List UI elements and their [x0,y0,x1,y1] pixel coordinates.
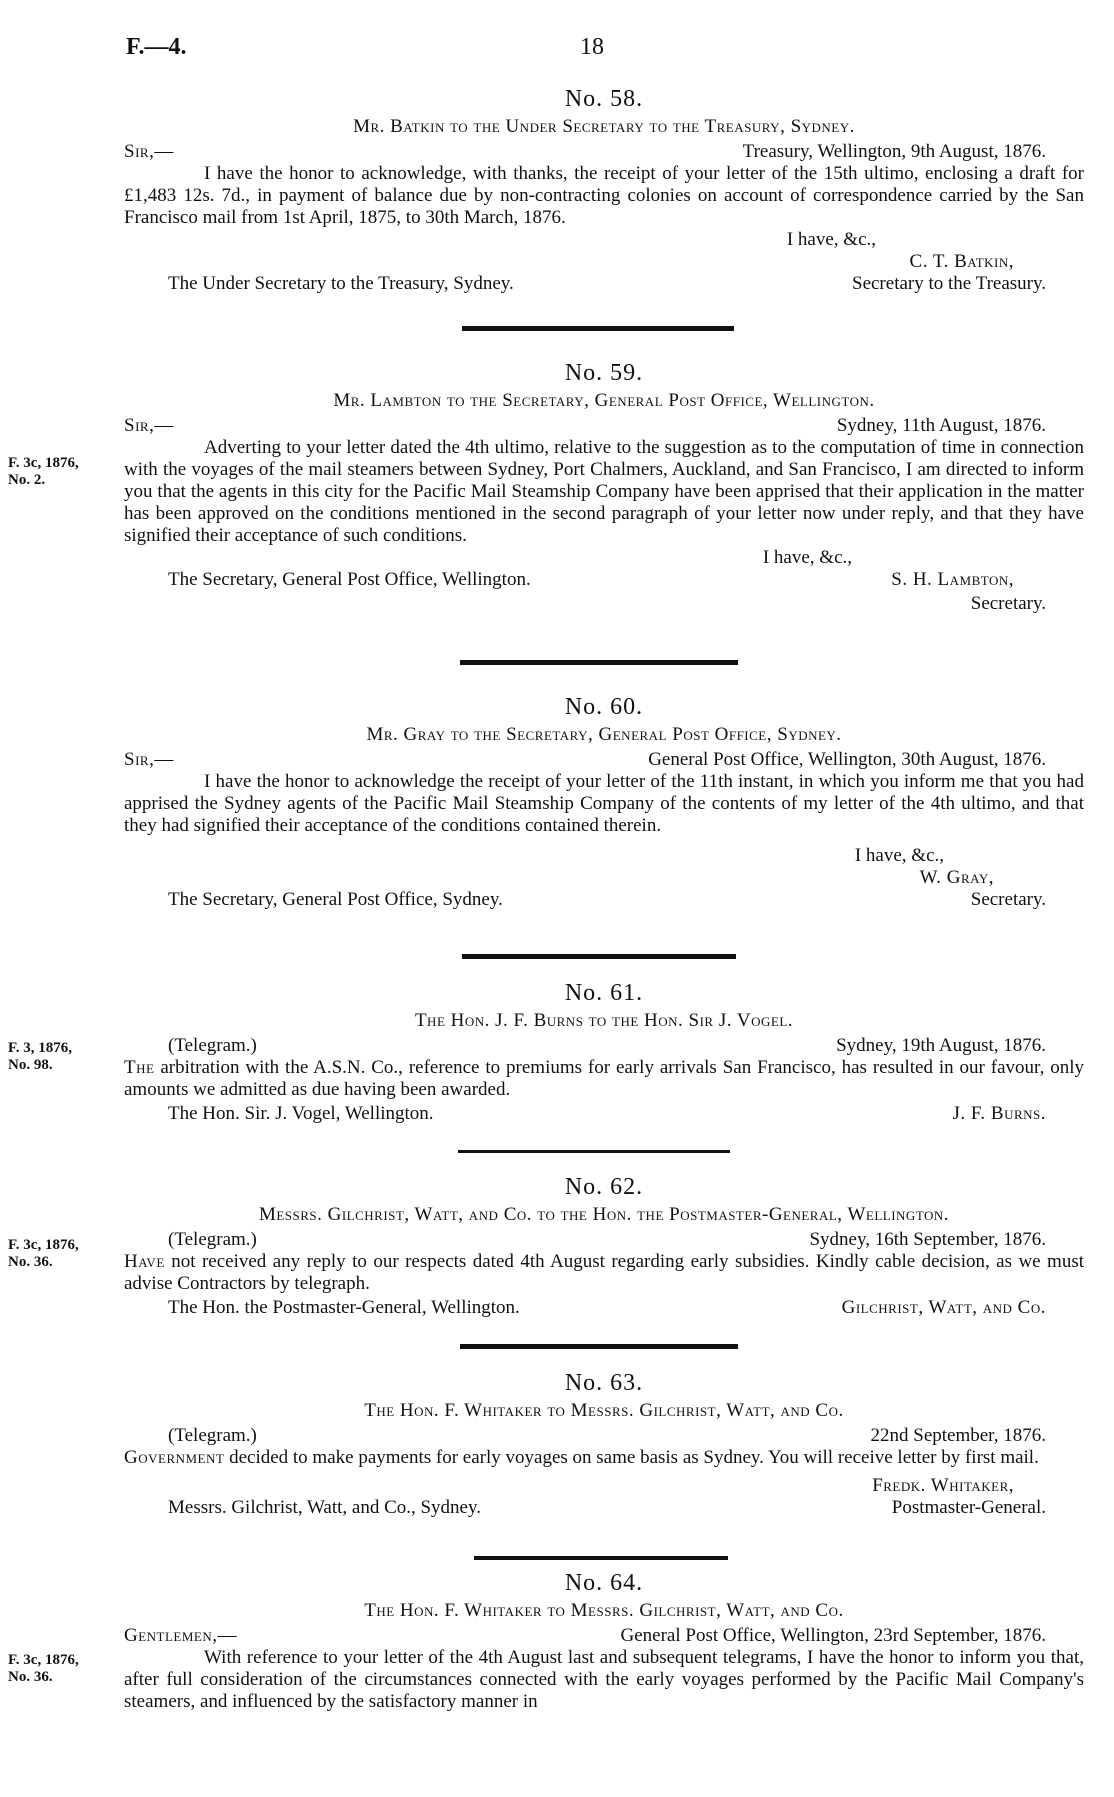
letter-number: No. 62. [564,1174,644,1200]
letter-60 [124,694,1084,913]
closing: I have, &c., [786,228,876,250]
closing: I have, &c., [854,844,944,866]
addressee: The Under Secretary to the Treasury, Sydney. [168,272,514,294]
signer-title: Secretary. [970,888,1046,910]
letter-body: I have the honor to acknowledge, with thanks, the receipt of your letter of the 15th ultimo, enclosing a draft for £1,483 12s. 7d., in payment of balance due by non-contracting colonies on account of correspondence carried by the San Francisco mail from 1st April, 1875, to 30th March, 1876. [124,163,1084,229]
place-date: Sydney, 19th August, 1876. [836,1035,1046,1057]
letter-title: Messrs. Gilchrist, Watt, and Co. to the Hon. the Postmaster-General, Wellington. [258,1203,950,1225]
margin-note: F. 3c, 1876, No. 2. [8,455,79,488]
signer: Gilchrist, Watt, and Co. [841,1297,1046,1319]
addressee: The Secretary, General Post Office, Wellington. [168,568,531,590]
letter-63 [124,1370,1084,1521]
page-header [0,30,1114,70]
telegram-label: (Telegram.) [168,1425,257,1447]
section-divider [460,1344,738,1349]
letter-number: No. 60. [564,694,644,720]
place-date: Treasury, Wellington, 9th August, 1876. [742,141,1046,163]
letter-title: Mr. Gray to the Secretary, General Post Office, Sydney. [366,723,842,745]
document-code: F.—4. [126,34,187,60]
margin-note: F. 3c, 1876, No. 36. [8,1652,79,1685]
margin-note: F. 3c, 1876, No. 36. [8,1237,79,1270]
signer: S. H. Lambton, [891,568,1014,590]
letter-number: No. 64. [564,1570,644,1596]
letter-body: With reference to your letter of the 4th August last and subsequent telegrams, I have the honor to inform you that, after full consideration of the circumstances connected with the early voyages performed by the Pacific Mail Company's steamers, and influenced by the satisfactory manner in [124,1647,1084,1713]
signer: J. F. Burns. [952,1103,1046,1125]
letter-title: The Hon. F. Whitaker to Messrs. Gilchrist, Watt, and Co. [364,1599,844,1621]
addressee: Messrs. Gilchrist, Watt, and Co., Sydney. [168,1497,482,1519]
letter-body: I have the honor to acknowledge the receipt of your letter of the 11th instant, in which you inform me that you had apprised the Sydney agents of the Pacific Mail Steamship Company of the contents of my letter of the 4th ultimo, and that they had signified their acceptance of the conditions contained therein. [124,771,1084,837]
signer: C. T. Batkin, [909,250,1014,272]
letter-number: No. 61. [564,980,644,1006]
body-lead: Government [124,1447,225,1469]
letter-number: No. 58. [564,86,644,112]
salutation: Sir,— [124,415,174,437]
addressee: The Hon. the Postmaster-General, Wellington. [168,1297,520,1319]
letter-body: decided to make payments for early voyages on same basis as Sydney. You will receive letter by first mail. [229,1447,1039,1469]
salutation: Sir,— [124,749,174,771]
closing: I have, &c., [762,546,852,568]
letter-title: The Hon. J. F. Burns to the Hon. Sir J. Vogel. [414,1009,794,1031]
letter-62 [124,1174,1084,1321]
place-date: 22nd September, 1876. [870,1425,1046,1447]
letter-64 [124,1570,1084,1713]
letter-number: No. 59. [564,360,644,386]
signer: W. Gray, [919,866,994,888]
signer-title: Secretary to the Treasury. [852,272,1046,294]
salutation: Gentlemen,— [124,1625,238,1647]
signer-title: Postmaster-General. [891,1497,1046,1519]
page-number: 18 [580,34,604,60]
place-date: General Post Office, Wellington, 23rd September, 1876. [620,1625,1046,1647]
letter-title: The Hon. F. Whitaker to Messrs. Gilchrist, Watt, and Co. [364,1399,844,1421]
place-date: Sydney, 11th August, 1876. [836,415,1046,437]
telegram-label: (Telegram.) [168,1229,257,1251]
signer-title: Secretary. [970,592,1046,614]
place-date: General Post Office, Wellington, 30th August, 1876. [648,749,1046,771]
letter-body: Adverting to your letter dated the 4th ultimo, relative to the suggestion as to the computation of time in connection with the voyages of the mail steamers between Sydney, Port Chalmers, Auckland, and San Francisco, I am directed to inform you that the agents in this city for the Pacific Mail Steamship Company have been apprised that their application in the matter has been approved on the conditions mentioned in the second paragraph of your letter now under reply, and that they have signified their acceptance of such conditions. [124,437,1084,546]
body-lead: The [124,1057,155,1079]
addressee: The Hon. Sir. J. Vogel, Wellington. [168,1103,434,1125]
section-divider [458,1150,730,1153]
margin-note: F. 3, 1876, No. 98. [8,1040,73,1073]
letter-number: No. 63. [564,1370,644,1396]
letter-body: arbitration with the A.S.N. Co., reference to premiums for early arrivals San Francisco, has resulted in our favour, only amounts we admitted as due having been awarded. [124,1057,1085,1101]
place-date: Sydney, 16th September, 1876. [809,1229,1046,1251]
addressee: The Secretary, General Post Office, Sydney. [168,888,503,910]
letter-59 [124,360,1084,614]
letter-title: Mr. Lambton to the Secretary, General Post Office, Wellington. [333,389,875,411]
section-divider [460,660,738,665]
section-divider [462,326,734,331]
letter-title: Mr. Batkin to the Under Secretary to the Treasury, Sydney. [353,115,855,137]
letter-body: not received any reply to our respects dated 4th August regarding early subsidies. Kindly cable decision, as we must advise Contractors by telegraph. [124,1251,1084,1295]
telegram-label: (Telegram.) [168,1035,257,1057]
letter-61 [124,980,1084,1127]
letter-58 [124,86,1084,297]
salutation: Sir,— [124,141,174,163]
body-lead: Have [124,1251,165,1273]
signer: Fredk. Whitaker, [872,1475,1014,1497]
section-divider [462,954,736,959]
section-divider [474,1556,728,1560]
